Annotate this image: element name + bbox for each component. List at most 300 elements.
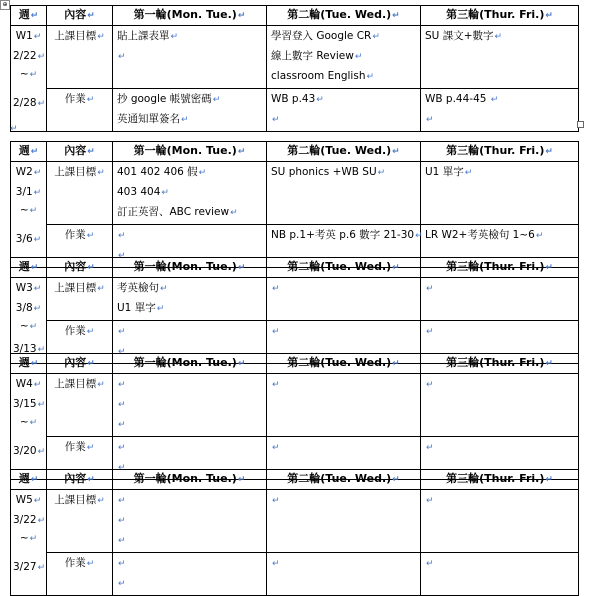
- week-line: [13, 491, 44, 511]
- cell-line: [117, 226, 262, 246]
- goal-cell-round-1[interactable]: [113, 278, 267, 321]
- paragraph-mark-icon: ↵: [392, 147, 400, 157]
- paragraph-mark-icon: ↵: [37, 563, 46, 573]
- cell-line: [271, 438, 416, 458]
- goal-row: [11, 374, 579, 437]
- paragraph-mark-icon: ↵: [118, 516, 126, 526]
- week-text: 3/1: [15, 186, 33, 198]
- cell-line: [117, 554, 262, 574]
- week-line: [13, 415, 44, 430]
- column-header[interactable]: [267, 354, 421, 374]
- paragraph-mark-icon: ↵: [464, 168, 473, 178]
- paragraph-mark-icon: ↵: [535, 231, 544, 241]
- paragraph-mark-icon: ↵: [392, 263, 400, 273]
- cell-text: 貼上課表單: [117, 30, 170, 42]
- week-line: [13, 47, 44, 67]
- week-line: [13, 531, 44, 546]
- week-table: [10, 5, 579, 132]
- paragraph-mark-icon: ↵: [33, 304, 42, 314]
- week-line: [13, 203, 44, 218]
- week-table: [10, 257, 579, 364]
- cell-line: [117, 491, 262, 511]
- header-text: 第三輪(Thur. Fri.): [446, 356, 545, 369]
- paragraph-mark-icon: ↵: [426, 284, 434, 294]
- cell-line: [117, 438, 262, 458]
- week-line: [13, 27, 44, 47]
- column-header[interactable]: [267, 142, 421, 162]
- header-text: 內容: [64, 356, 87, 369]
- goal-label-text: 上課目標: [54, 378, 97, 390]
- paragraph-mark-icon: ↵: [170, 32, 179, 42]
- paragraph-mark-icon: ↵: [545, 147, 553, 157]
- header-text: 第二輪(Tue. Wed.): [287, 472, 392, 485]
- homework-cell-round-3[interactable]: [421, 553, 579, 596]
- column-header[interactable]: [113, 470, 267, 490]
- paragraph-mark-icon: ↵: [87, 359, 95, 369]
- column-header[interactable]: [421, 142, 579, 162]
- goal-label[interactable]: [47, 162, 113, 225]
- week-text: W4: [15, 378, 33, 390]
- homework-cell-round-2[interactable]: [267, 89, 421, 132]
- paragraph-mark-icon: ↵: [237, 147, 246, 157]
- cell-line: [425, 110, 574, 130]
- week-text: 3/8: [15, 302, 33, 314]
- week-cell[interactable]: [11, 490, 47, 596]
- homework-label-text: 作業: [64, 229, 86, 241]
- column-header[interactable]: [267, 258, 421, 278]
- paragraph-mark-icon: ↵: [97, 284, 105, 294]
- paragraph-mark-icon: ↵: [545, 359, 553, 369]
- week-text: 3/6: [15, 233, 33, 245]
- column-header[interactable]: [47, 354, 113, 374]
- cell-line: [425, 163, 574, 183]
- week-text: W5: [15, 494, 33, 506]
- column-header[interactable]: [421, 354, 579, 374]
- goal-cell-round-1[interactable]: [113, 490, 267, 553]
- cell-text: WB p.44-45: [425, 93, 490, 105]
- header-text: 第一輪(Mon. Tue.): [133, 356, 237, 369]
- paragraph-mark-icon: ↵: [30, 147, 39, 157]
- goal-label-text: 上課目標: [54, 166, 97, 178]
- paragraph-mark-icon: ↵: [490, 95, 499, 105]
- column-header[interactable]: [421, 470, 579, 490]
- paragraph-mark-icon: ↵: [545, 263, 553, 273]
- paragraph-mark-icon: ↵: [33, 32, 42, 42]
- cell-line: [271, 67, 416, 87]
- goal-cell-round-2[interactable]: [267, 490, 421, 553]
- goal-label[interactable]: [47, 278, 113, 321]
- paragraph-mark-icon: ↵: [37, 447, 46, 457]
- cell-text: SU phonics +WB SU: [271, 166, 377, 178]
- column-header[interactable]: [113, 258, 267, 278]
- week-text: 3/22: [13, 514, 37, 526]
- paragraph-mark-icon: ↵: [118, 347, 126, 357]
- paragraph-mark-icon: ↵: [86, 231, 95, 241]
- goal-label-text: 上課目標: [54, 30, 97, 42]
- homework-label-text: 作業: [64, 93, 86, 105]
- homework-label[interactable]: [47, 89, 113, 132]
- week-text: 3/27: [13, 561, 37, 573]
- paragraph-mark-icon: ↵: [426, 443, 434, 453]
- paragraph-mark-icon: ↵: [237, 359, 246, 369]
- header-text: 第三輪(Thur. Fri.): [446, 472, 545, 485]
- cell-text: LR W2+考英檢句 1~6: [425, 229, 535, 241]
- homework-row: [11, 553, 579, 596]
- header-text: 週: [18, 472, 30, 485]
- goal-label[interactable]: [47, 490, 113, 553]
- paragraph-mark-icon: ↵: [354, 52, 363, 62]
- goal-cell-round-3[interactable]: [421, 278, 579, 321]
- paragraph-mark-icon: ↵: [494, 32, 503, 42]
- cell-line: [117, 574, 262, 594]
- homework-cell-round-2[interactable]: [267, 553, 421, 596]
- week-line: [13, 375, 44, 395]
- paragraph-mark-icon: ↵: [87, 475, 95, 485]
- cell-line: [117, 395, 262, 415]
- week-table: [10, 141, 579, 268]
- column-header[interactable]: [113, 142, 267, 162]
- cell-line: [271, 110, 416, 130]
- paragraph-mark-icon: ↵: [87, 147, 95, 157]
- paragraph-mark-icon: ↵: [415, 231, 423, 241]
- cell-line: [117, 47, 262, 67]
- header-row: [11, 354, 579, 374]
- cell-line: [117, 163, 262, 183]
- paragraph-mark-icon: ↵: [37, 345, 46, 355]
- week-line: [13, 299, 44, 319]
- week-line: [13, 279, 44, 299]
- cell-line: [271, 27, 416, 47]
- week-line: [13, 511, 44, 531]
- table-move-handle[interactable]: ⊕: [0, 0, 10, 10]
- cell-line: [425, 322, 574, 342]
- cell-text: U1 單字: [117, 302, 156, 314]
- goal-cell-round-2[interactable]: [267, 162, 421, 225]
- paragraph-mark-icon: ↵: [377, 168, 386, 178]
- header-text: 第二輪(Tue. Wed.): [287, 260, 392, 273]
- cell-line: [117, 183, 262, 203]
- goal-label-text: 上課目標: [54, 494, 97, 506]
- cell-line: [271, 322, 416, 342]
- cell-line: [117, 110, 262, 130]
- header-text: 第三輪(Thur. Fri.): [446, 144, 545, 157]
- paragraph-mark-icon: ↵: [29, 70, 38, 80]
- paragraph-mark-icon: ↵: [426, 380, 434, 390]
- paragraph-mark-icon: ↵: [372, 32, 380, 42]
- header-text: 內容: [64, 144, 87, 157]
- goal-row: [11, 26, 579, 89]
- paragraph-mark-icon: ↵: [118, 52, 126, 62]
- cell-line: [425, 438, 574, 458]
- column-header[interactable]: [267, 6, 421, 26]
- paragraph-mark-icon: ↵: [366, 72, 375, 82]
- column-header[interactable]: [11, 354, 47, 374]
- cell-text: 訂正英習、ABC review: [117, 206, 230, 218]
- column-header[interactable]: [11, 258, 47, 278]
- column-header[interactable]: [47, 6, 113, 26]
- paragraph-mark-icon: ↵: [426, 496, 434, 506]
- week-text: ~: [19, 320, 29, 332]
- cell-line: [271, 90, 416, 110]
- week-cell[interactable]: [11, 278, 47, 364]
- header-text: 第一輪(Mon. Tue.): [133, 144, 237, 157]
- homework-label-text: 作業: [64, 441, 86, 453]
- cell-line: [117, 299, 262, 319]
- week-text: 2/28: [13, 97, 37, 109]
- homework-cell-round-3[interactable]: [421, 89, 579, 132]
- header-text: 週: [18, 8, 30, 21]
- paragraph-mark-icon: ↵: [272, 496, 280, 506]
- header-text: 內容: [64, 260, 87, 273]
- cell-text: SU 課文+數字: [425, 30, 494, 42]
- paragraph-mark-icon: ↵: [87, 11, 95, 21]
- cell-line: [271, 491, 416, 511]
- paragraph-mark-icon: ↵: [118, 496, 126, 506]
- column-header[interactable]: [113, 6, 267, 26]
- paragraph-mark-icon: ↵: [30, 359, 39, 369]
- paragraph-mark-icon: ↵: [272, 115, 280, 125]
- column-header[interactable]: [267, 470, 421, 490]
- paragraph-mark-icon: ↵: [426, 559, 434, 569]
- paragraph-mark-icon: ↵: [33, 168, 42, 178]
- homework-label[interactable]: [47, 553, 113, 596]
- cell-line: [425, 90, 574, 110]
- paragraph-mark-icon: ↵: [118, 251, 126, 261]
- paragraph-mark-icon: ↵: [198, 168, 207, 178]
- cell-line: [425, 226, 574, 246]
- column-header[interactable]: [421, 258, 579, 278]
- goal-cell-round-1[interactable]: [113, 26, 267, 89]
- paragraph-mark-icon: ↵: [86, 327, 95, 337]
- paragraph-mark-icon: ↵: [33, 188, 42, 198]
- header-text: 第一輪(Mon. Tue.): [133, 260, 237, 273]
- goal-cell-round-3[interactable]: [421, 162, 579, 225]
- homework-row: [11, 89, 579, 132]
- goal-cell-round-3[interactable]: [421, 374, 579, 437]
- homework-label-text: 作業: [64, 325, 86, 337]
- week-text: 3/15: [13, 398, 37, 410]
- paragraph-mark-icon: ↵: [37, 400, 46, 410]
- week-table: [10, 353, 579, 480]
- paragraph-mark-icon: ↵: [118, 420, 126, 430]
- paragraph-mark-icon: ↵: [97, 32, 105, 42]
- paragraph-mark-icon: ↵: [29, 534, 38, 544]
- goal-cell-round-1[interactable]: [113, 162, 267, 225]
- week-text: ~: [19, 68, 29, 80]
- header-text: 第三輪(Thur. Fri.): [446, 260, 545, 273]
- cell-line: [117, 90, 262, 110]
- cell-text: U1 單字: [425, 166, 464, 178]
- week-line: [13, 442, 44, 462]
- week-text: 3/13: [13, 343, 37, 355]
- paragraph-mark-icon: ↵: [33, 380, 42, 390]
- cell-line: [117, 375, 262, 395]
- week-text: 3/20: [13, 445, 37, 457]
- paragraph-mark-icon: ↵: [161, 188, 169, 198]
- paragraph-mark-icon: ↵: [37, 516, 46, 526]
- goal-cell-round-3[interactable]: [421, 490, 579, 553]
- header-row: [11, 470, 579, 490]
- paragraph-mark-icon: ↵: [212, 95, 221, 105]
- paragraph-mark-icon: ↵: [426, 115, 434, 125]
- column-header[interactable]: [11, 470, 47, 490]
- cell-line: [425, 554, 574, 574]
- paragraph-mark-icon: ↵: [272, 284, 280, 294]
- week-text: W2: [15, 166, 33, 178]
- cell-text: NB p.1+考英 p.6 數字 21-30: [271, 229, 415, 241]
- paragraph-mark-icon: ↵: [30, 11, 39, 21]
- cell-text: 401 402 406 假: [117, 166, 198, 178]
- paragraph-mark-icon: ↵: [86, 95, 95, 105]
- week-text: W1: [15, 30, 33, 42]
- header-text: 第二輪(Tue. Wed.): [287, 8, 392, 21]
- paragraph-mark-icon: ↵: [272, 443, 280, 453]
- goal-cell-round-3[interactable]: [421, 26, 579, 89]
- header-text: 第一輪(Mon. Tue.): [133, 8, 237, 21]
- week-line: [13, 558, 44, 578]
- goal-cell-round-1[interactable]: [113, 374, 267, 437]
- paragraph-mark-icon: ↵: [181, 115, 189, 125]
- paragraph-mark-icon: ↵: [118, 579, 126, 589]
- week-cell[interactable]: [11, 374, 47, 480]
- paragraph-mark-icon: ↵: [37, 99, 46, 109]
- homework-label-text: 作業: [64, 557, 86, 569]
- header-text: 內容: [64, 8, 87, 21]
- cell-line: [425, 491, 574, 511]
- goal-label[interactable]: [47, 26, 113, 89]
- paragraph-mark-icon: ↵: [87, 263, 95, 273]
- cell-line: [425, 27, 574, 47]
- week-text: ~: [19, 532, 29, 544]
- column-header[interactable]: [47, 142, 113, 162]
- paragraph-mark-icon: ↵: [545, 475, 553, 485]
- week-cell[interactable]: [11, 26, 47, 132]
- header-text: 第一輪(Mon. Tue.): [133, 472, 237, 485]
- header-row: [11, 6, 579, 26]
- paragraph-mark-icon: ↵: [316, 95, 324, 105]
- paragraph-mark-icon: ↵: [118, 327, 126, 337]
- homework-cell-round-1[interactable]: [113, 553, 267, 596]
- paragraph-mark-icon: ↵: [118, 463, 126, 473]
- header-text: 第三輪(Thur. Fri.): [446, 8, 545, 21]
- cell-line: [117, 279, 262, 299]
- cell-line: [425, 279, 574, 299]
- cell-text: 英通知單簽名: [117, 113, 180, 125]
- paragraph-mark-icon: ↵: [118, 380, 126, 390]
- cell-line: [117, 27, 262, 47]
- paragraph-mark-icon: ↵: [237, 475, 246, 485]
- paragraph-mark-icon: ↵: [272, 327, 280, 337]
- cell-line: [117, 531, 262, 551]
- goal-label-text: 上課目標: [54, 282, 97, 294]
- column-header[interactable]: [11, 142, 47, 162]
- goal-label[interactable]: [47, 374, 113, 437]
- paragraph-mark-icon: ↵: [426, 327, 434, 337]
- paragraph-mark-icon: ↵: [10, 124, 18, 134]
- paragraph-mark-icon: ↵: [392, 359, 400, 369]
- header-text: 第二輪(Tue. Wed.): [287, 144, 392, 157]
- cell-line: [117, 203, 262, 223]
- week-text: W3: [15, 282, 33, 294]
- header-text: 週: [18, 144, 30, 157]
- column-header[interactable]: [47, 258, 113, 278]
- cell-text: classroom English: [271, 70, 366, 82]
- paragraph-mark-icon: ↵: [272, 559, 280, 569]
- cell-text: 403 404: [117, 186, 161, 198]
- cell-line: [271, 375, 416, 395]
- table-resize-handle[interactable]: [577, 121, 584, 128]
- cell-line: [271, 554, 416, 574]
- paragraph-mark-icon: ↵: [29, 418, 38, 428]
- paragraph-mark-icon: ↵: [237, 11, 246, 21]
- paragraph-mark-icon: ↵: [118, 400, 126, 410]
- week-table: [10, 469, 579, 596]
- cell-line: [117, 415, 262, 435]
- paragraph-mark-icon: ↵: [30, 263, 39, 273]
- cell-line: [271, 226, 423, 246]
- column-header[interactable]: [421, 6, 579, 26]
- week-line: [13, 395, 44, 415]
- paragraph-mark-icon: ↵: [29, 206, 38, 216]
- cell-line: [271, 279, 416, 299]
- paragraph-mark-icon: ↵: [97, 380, 105, 390]
- paragraph-mark-icon: ↵: [392, 475, 400, 485]
- cell-line: [117, 511, 262, 531]
- paragraph-mark-icon: ↵: [118, 231, 126, 241]
- week-cell[interactable]: [11, 162, 47, 268]
- paragraph-mark-icon: ↵: [545, 11, 553, 21]
- cell-line: [117, 322, 262, 342]
- week-text: ~: [19, 204, 29, 216]
- paragraph-mark-icon: ↵: [237, 263, 246, 273]
- goal-cell-round-2[interactable]: [267, 278, 421, 321]
- cell-text: 線上數字 Review: [271, 50, 354, 62]
- paragraph-mark-icon: ↵: [118, 559, 126, 569]
- paragraph-mark-icon: ↵: [37, 52, 46, 62]
- cell-text: 學習登入 Google CR: [271, 30, 372, 42]
- cell-line: [271, 163, 416, 183]
- paragraph-mark-icon: ↵: [86, 559, 95, 569]
- column-header[interactable]: [113, 354, 267, 374]
- paragraph-mark-icon: ↵: [156, 304, 165, 314]
- goal-cell-round-2[interactable]: [267, 374, 421, 437]
- week-line: [13, 94, 44, 114]
- paragraph-mark-icon: ↵: [272, 380, 280, 390]
- cell-text: 抄 google 帳號密碼: [117, 93, 212, 105]
- column-header[interactable]: [47, 470, 113, 490]
- goal-cell-round-2[interactable]: [267, 26, 421, 89]
- cell-line: [271, 47, 416, 67]
- paragraph-mark-icon: ↵: [86, 443, 95, 453]
- cell-text: WB p.43: [271, 93, 316, 105]
- paragraph-mark-icon: ↵: [118, 443, 126, 453]
- paragraph-mark-icon: ↵: [29, 322, 38, 332]
- week-line: [13, 183, 44, 203]
- paragraph-mark-icon: ↵: [33, 235, 42, 245]
- column-header[interactable]: [11, 6, 47, 26]
- header-text: 週: [18, 260, 30, 273]
- paragraph-mark-icon: ↵: [392, 11, 400, 21]
- homework-cell-round-1[interactable]: [113, 89, 267, 132]
- week-text: ~: [19, 416, 29, 428]
- paragraph-mark-icon: ↵: [160, 284, 168, 294]
- header-row: [11, 142, 579, 162]
- cell-line: [425, 375, 574, 395]
- week-line: [13, 319, 44, 334]
- goal-row: [11, 278, 579, 321]
- week-text: 2/22: [13, 50, 37, 62]
- header-text: 第二輪(Tue. Wed.): [287, 356, 392, 369]
